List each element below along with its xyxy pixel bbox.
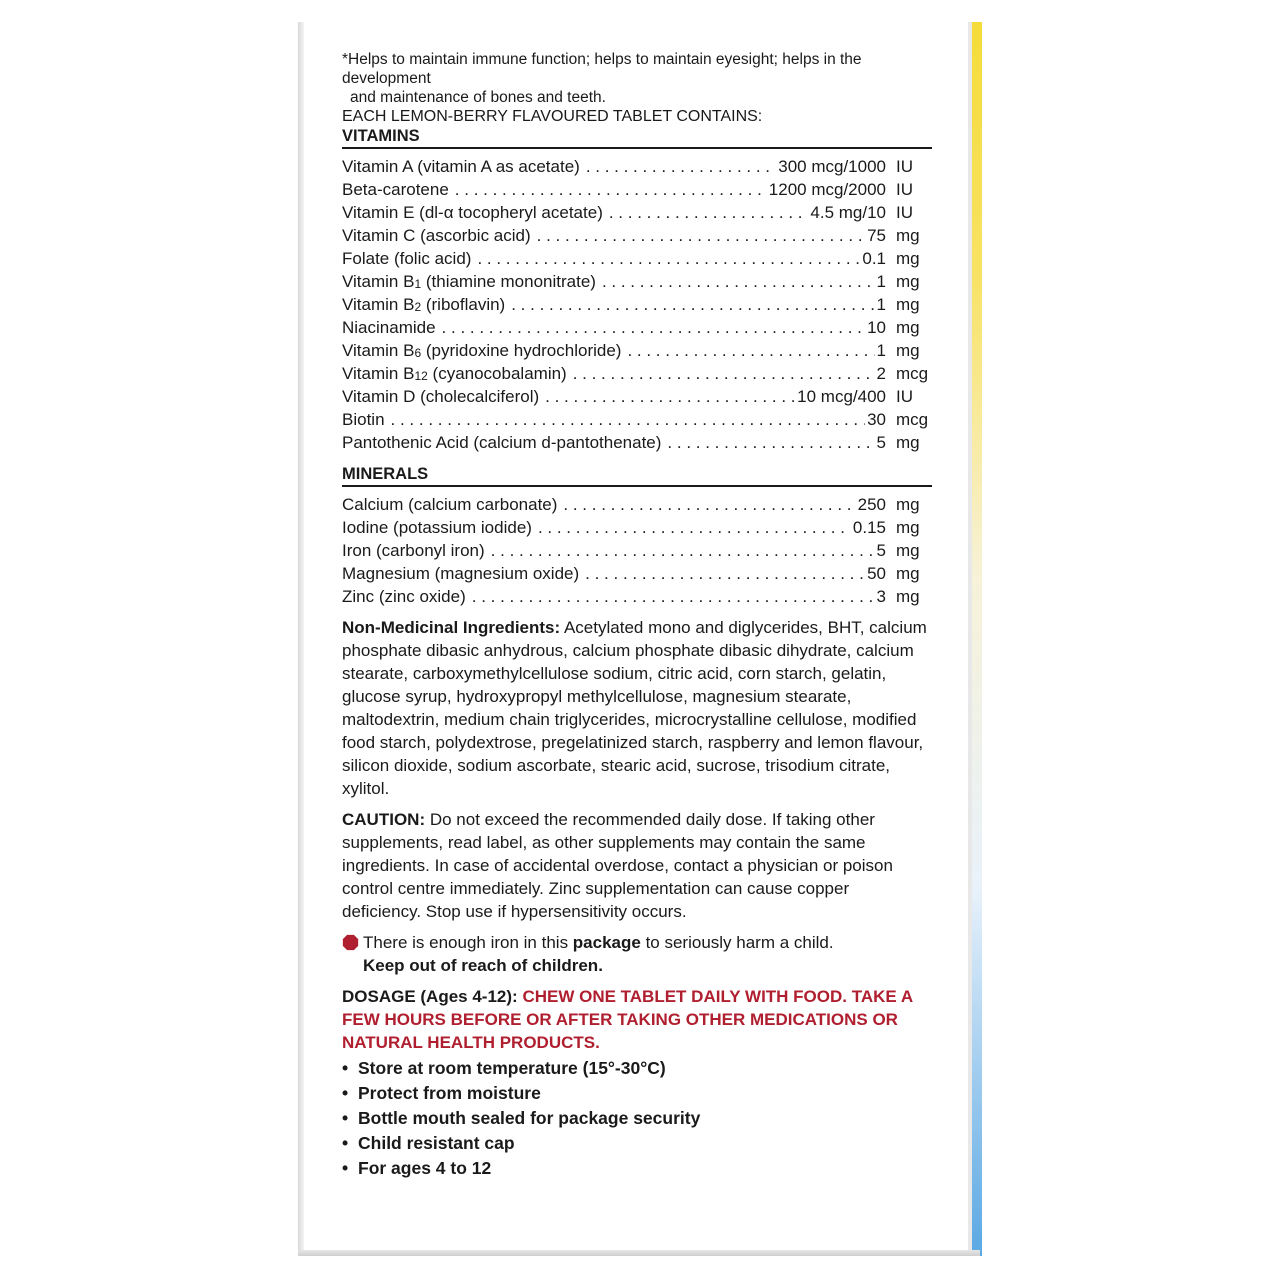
nutrient-row xyxy=(342,362,932,385)
nutrient-amount: 50 xyxy=(867,564,886,583)
leader-dots xyxy=(667,431,874,454)
nutrient-row xyxy=(342,431,932,454)
leader-dots xyxy=(391,408,866,431)
package-side-stripe xyxy=(972,22,982,1256)
nutrient-unit: mg xyxy=(896,318,920,337)
nutrient-name-subscript: 12 xyxy=(414,369,428,383)
nutrient-name-subscript: 6 xyxy=(414,346,422,360)
leader-dots xyxy=(491,539,875,562)
vitamins-rule xyxy=(342,147,932,149)
bullet-dot-icon: • xyxy=(342,1058,349,1078)
bullet-dot-icon: • xyxy=(342,1133,349,1153)
leader-dots xyxy=(511,293,874,316)
nutrient-amount: 2 xyxy=(876,364,886,383)
nutrient-row xyxy=(342,339,932,362)
nutrient-row xyxy=(342,539,932,562)
leader-dots xyxy=(477,247,860,270)
nutrient-amount: 1 xyxy=(876,272,886,291)
nutrient-row xyxy=(342,585,932,608)
bullet-dot-icon: • xyxy=(342,1108,349,1128)
leader-dots xyxy=(563,493,855,516)
bullet-text: Store at room temperature (15°-30°C) xyxy=(358,1058,666,1078)
nutrient-row xyxy=(342,408,932,431)
nutrient-unit: mg xyxy=(896,564,920,583)
nutrient-unit: mcg xyxy=(896,364,929,383)
nutrient-row xyxy=(342,562,932,585)
nutrient-unit: mg xyxy=(896,495,920,514)
dosage-text: CHEW ONE TABLET DAILY WITH FOOD. TAKE A FEW HOURS BEFORE OR AFTER TAKING OTHER MEDICATIONS OR NATURAL HEALTH PRODUCTS. xyxy=(342,987,913,1052)
nutrient-unit: mg xyxy=(896,226,920,245)
nutrient-row xyxy=(342,178,932,201)
leader-dots xyxy=(602,270,875,293)
label-content xyxy=(342,50,932,1181)
nutrient-amount: 4.5 mg/10 xyxy=(810,203,886,222)
nutrient-name-base: Vitamin B xyxy=(342,341,415,360)
nutrient-name-subscript: 2 xyxy=(414,300,422,314)
nutrient-unit: mg xyxy=(896,433,920,452)
nutrient-amount: 1 xyxy=(876,295,886,314)
nutrient-amount: 1200 mcg/2000 xyxy=(768,180,886,199)
storage-bullets xyxy=(342,1056,932,1181)
nutrient-name-detail: (riboflavin) xyxy=(421,295,506,314)
package-bottom-edge xyxy=(298,1250,980,1256)
leader-dots xyxy=(573,362,875,385)
nutrient-name: Calcium (calcium carbonate) xyxy=(342,495,558,514)
leader-dots xyxy=(455,178,767,201)
bullet-text: Bottle mouth sealed for package security xyxy=(358,1108,701,1128)
nutrient-unit: mg xyxy=(896,518,920,537)
nutrient-name: Magnesium (magnesium oxide) xyxy=(342,564,580,583)
nutrient-row xyxy=(342,316,932,339)
nutrient-name-base: Vitamin B xyxy=(342,272,415,291)
minerals-title: MINERALS xyxy=(342,465,429,483)
iron-warning xyxy=(342,931,932,977)
nutrient-unit: mg xyxy=(896,272,920,291)
nutrient-amount: 1 xyxy=(876,341,886,360)
nutrient-unit: IU xyxy=(896,180,913,199)
leader-dots xyxy=(537,224,865,247)
iron-warning-text-post: to seriously harm a child. xyxy=(640,933,834,952)
nutrient-name: Iodine (potassium iodide) xyxy=(342,518,532,537)
nutrient-name-detail: (pyridoxine hydrochloride) xyxy=(421,341,622,360)
dosage-label: DOSAGE (Ages 4-12): xyxy=(342,987,523,1006)
nutrient-unit: mg xyxy=(896,587,920,606)
nutrient-name: Folate (folic acid) xyxy=(342,249,472,268)
leader-dots xyxy=(609,201,809,224)
tablet-contents-heading: EACH LEMON-BERRY FLAVOURED TABLET CONTAINS: xyxy=(342,108,763,125)
footnote-line-2: and maintenance of bones and teeth. xyxy=(350,89,606,106)
iron-warning-text-pre: There is enough iron in this xyxy=(363,933,573,952)
health-claim-footnote xyxy=(342,50,932,107)
nutrient-amount: 250 xyxy=(857,495,886,514)
nutrient-name: Vitamin E (dl-α tocopheryl acetate) xyxy=(342,203,603,222)
nutrient-row xyxy=(342,385,932,408)
nutrient-row xyxy=(342,201,932,224)
nutrient-name: Vitamin A (vitamin A as acetate) xyxy=(342,157,580,176)
nutrient-row xyxy=(342,270,932,293)
nutrient-row xyxy=(342,247,932,270)
nutrient-amount: 10 mcg/400 xyxy=(797,387,886,406)
bullet-text: Child resistant cap xyxy=(358,1133,515,1153)
nutrient-row xyxy=(342,293,932,316)
minerals-rule xyxy=(342,485,932,487)
nutrient-row xyxy=(342,493,932,516)
nutrient-name: Vitamin D (cholecalciferol) xyxy=(342,387,540,406)
caution-text: Do not exceed the recommended daily dose. If taking other supplements, read label, as other supplements may contain the same ingredients. In case of accidental overdose, contact a physician or poison control centre immediately. Zinc supplementation can cause copper deficiency. Stop use if hypersensitivity occurs. xyxy=(342,810,893,921)
bullet-item xyxy=(342,1056,932,1081)
nutrient-unit: mcg xyxy=(896,410,929,429)
nutrient-unit: mg xyxy=(896,341,920,360)
iron-warning-package: package xyxy=(572,933,641,952)
caution-paragraph xyxy=(342,808,932,923)
leader-dots xyxy=(442,316,866,339)
nutrient-name: Zinc (zinc oxide) xyxy=(342,587,466,606)
leader-dots xyxy=(538,516,851,539)
bullet-text: For ages 4 to 12 xyxy=(358,1158,492,1178)
nutrient-amount: 5 xyxy=(876,433,886,452)
nutrient-name-detail: (thiamine mononitrate) xyxy=(421,272,596,291)
vitamins-title: VITAMINS xyxy=(342,127,420,145)
nutrient-name: Biotin xyxy=(342,410,385,429)
nutrient-name-detail: (cyanocobalamin) xyxy=(427,364,567,383)
nutrient-unit: IU xyxy=(896,157,913,176)
bullet-dot-icon: • xyxy=(342,1158,349,1178)
bullet-item xyxy=(342,1131,932,1156)
nutrient-amount: 10 xyxy=(867,318,886,337)
nutrient-name: Iron (carbonyl iron) xyxy=(342,541,485,560)
nutrient-unit: IU xyxy=(896,387,913,406)
nutrient-name-base: Vitamin B xyxy=(342,295,415,314)
nutrient-amount: 30 xyxy=(867,410,886,429)
nutrient-amount: 300 mcg/1000 xyxy=(778,157,886,176)
non-medicinal-text: Acetylated mono and diglycerides, BHT, calcium phosphate dibasic anhydrous, calcium phosphate dibasic dihydrate, calcium stearate, carboxymethylcellulose sodium, citric acid, corn starch, gelatin, glucose syrup, hydroxypropyl methylcellulose, magnesium stearate, maltodextrin, medium chain triglycerides, microcrystalline cellulose, modified food starch, polydextrose, pregelatinized starch, raspberry and lemon flavour, silicon dioxide, sodium ascorbate, stearic acid, sucrose, trisodium citrate, xylitol. xyxy=(342,618,927,798)
nutrient-amount: 0.1 xyxy=(862,249,886,268)
nutrient-unit: mg xyxy=(896,541,920,560)
nutrient-amount: 0.15 xyxy=(852,518,886,537)
nutrient-unit: IU xyxy=(896,203,913,222)
nutrient-unit: mg xyxy=(896,249,920,268)
nutrient-name: Vitamin C (ascorbic acid) xyxy=(342,226,531,245)
nutrient-row xyxy=(342,516,932,539)
keep-out-of-reach: Keep out of reach of children. xyxy=(363,956,603,975)
footnote-line-1: *Helps to maintain immune function; helps to maintain eyesight; helps in the development xyxy=(342,51,862,87)
bullet-dot-icon: • xyxy=(342,1083,349,1103)
leader-dots xyxy=(627,339,874,362)
nutrient-amount: 5 xyxy=(876,541,886,560)
nutrient-name: Niacinamide xyxy=(342,318,436,337)
vitamins-table xyxy=(342,155,932,454)
nutrient-amount: 3 xyxy=(876,587,886,606)
minerals-table xyxy=(342,493,932,608)
bullet-text: Protect from moisture xyxy=(358,1083,541,1103)
nutrient-row xyxy=(342,224,932,247)
caution-label: CAUTION: xyxy=(342,810,426,829)
bullet-item xyxy=(342,1106,932,1131)
leader-dots xyxy=(472,585,875,608)
nutrient-amount: 75 xyxy=(867,226,886,245)
leader-dots xyxy=(586,155,776,178)
nutrient-name-base: Vitamin B xyxy=(342,364,415,383)
nutrient-unit: mg xyxy=(896,295,920,314)
nutrient-name: Beta-carotene xyxy=(342,180,449,199)
dosage-instructions xyxy=(342,985,932,1054)
warning-octagon-icon xyxy=(342,934,359,951)
nutrient-name: Pantothenic Acid (calcium d-pantothenate) xyxy=(342,433,662,452)
leader-dots xyxy=(545,385,795,408)
non-medicinal-ingredients xyxy=(342,616,932,800)
bullet-item xyxy=(342,1156,932,1181)
nutrient-row xyxy=(342,155,932,178)
non-medicinal-label: Non-Medicinal Ingredients: xyxy=(342,618,561,637)
nutrient-name-subscript: 1 xyxy=(414,277,422,291)
leader-dots xyxy=(585,562,865,585)
bullet-item xyxy=(342,1081,932,1106)
